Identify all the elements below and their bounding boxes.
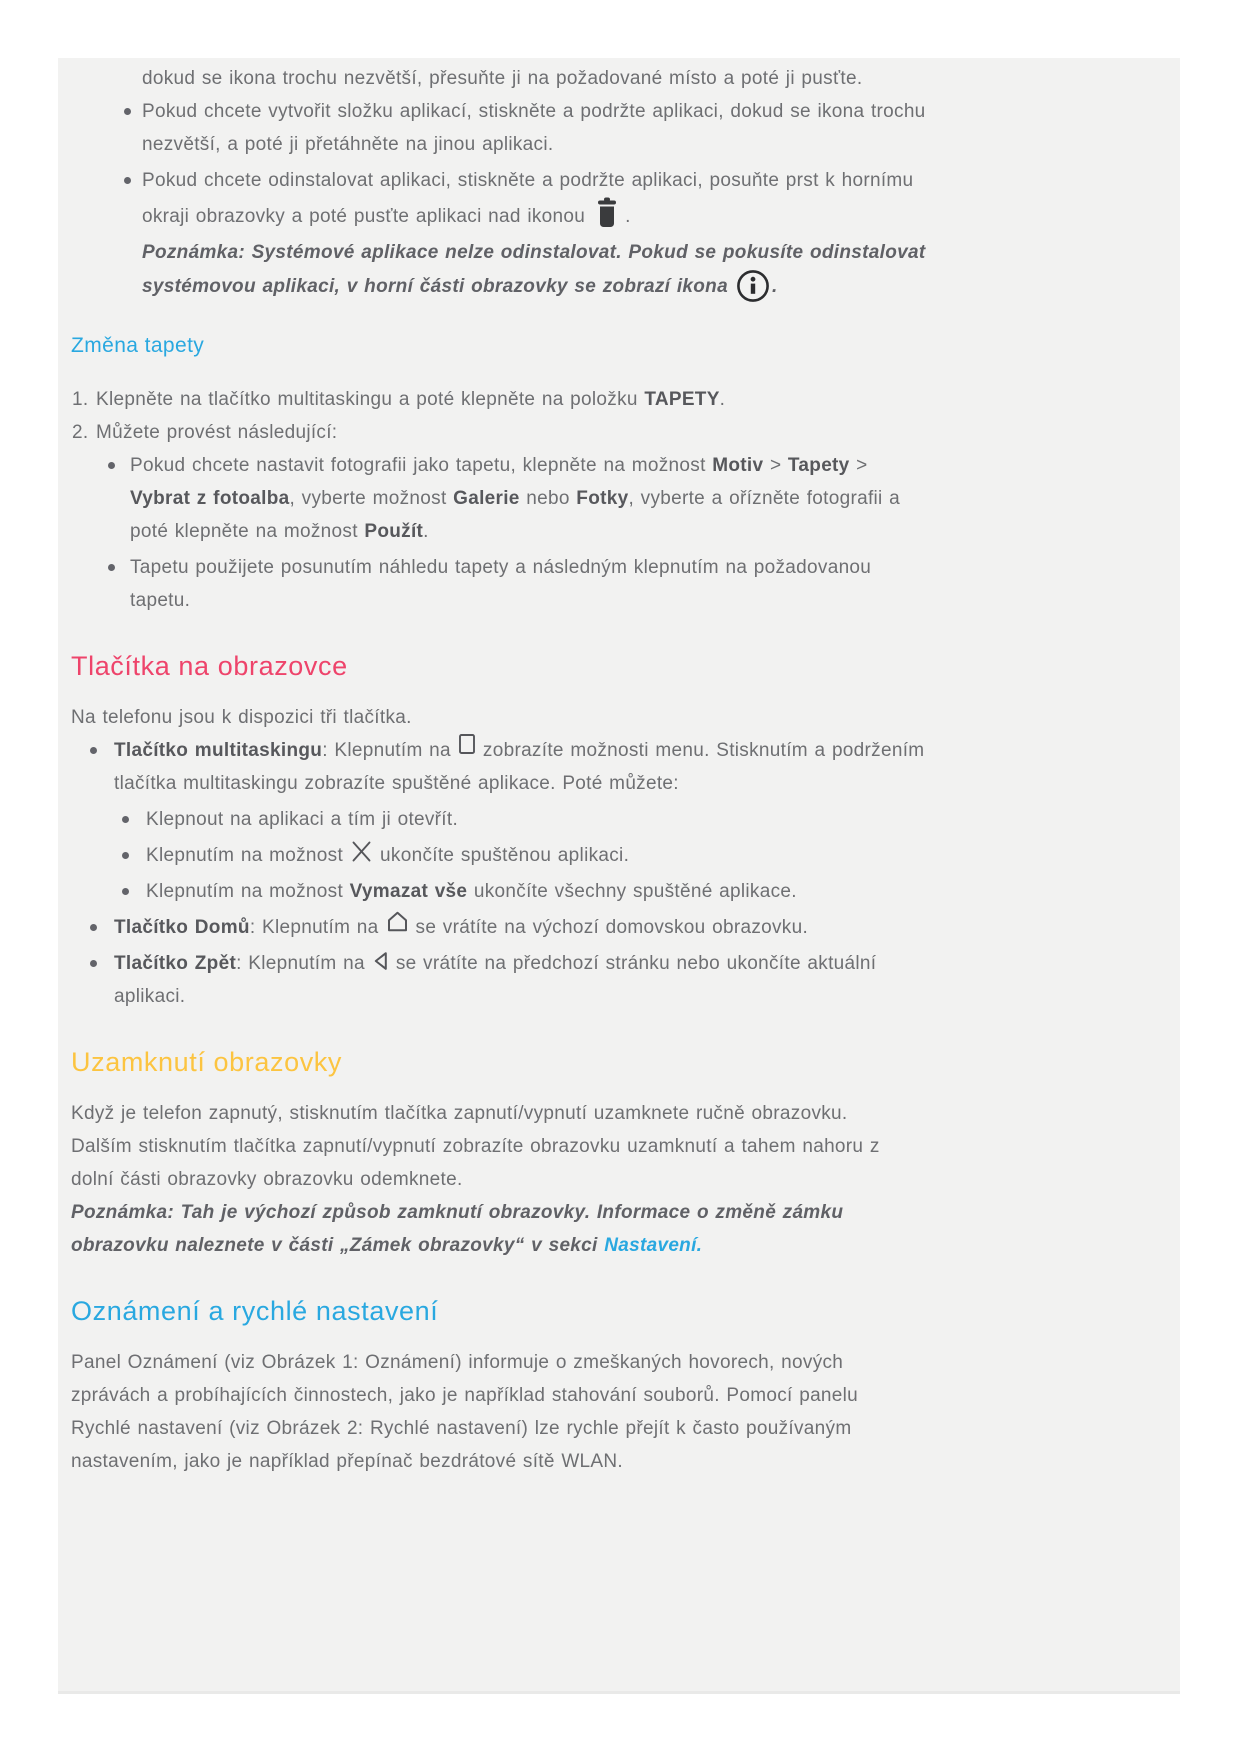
bullet-icon xyxy=(124,108,131,115)
text-line: Tapetu použijete posunutím náhledu tapety a následným klepnutím na požadovanou xyxy=(130,557,872,578)
bullet-icon xyxy=(90,747,97,754)
list-item-back-button xyxy=(71,947,1140,1013)
paragraph: Na telefonu jsou k dispozici tři tlačítka. xyxy=(71,707,412,728)
home-icon xyxy=(387,911,408,932)
settings-link[interactable]: Nastavení xyxy=(604,1235,697,1256)
text-line: obrazovku naleznete v části „Zámek obrazovky“ v sekci Nastavení. xyxy=(71,1235,703,1256)
text-line: aplikaci. xyxy=(114,986,186,1007)
text-line: okraji obrazovky a poté pusťte aplikaci nad ikonou . xyxy=(142,197,1140,233)
text-line: Tlačítko Domů: Klepnutím na se vrátíte na výchozí domovskou obrazovku. xyxy=(114,911,1140,944)
bullet-icon xyxy=(124,177,131,184)
note xyxy=(71,236,1140,303)
list-item-home-button xyxy=(71,911,1140,944)
ordered-item-1 xyxy=(71,383,1140,416)
paragraph xyxy=(71,1097,1140,1196)
list-item xyxy=(71,551,1140,617)
ordered-item-2 xyxy=(71,416,1140,449)
text-line: Pokud chcete odinstalovat aplikaci, stiskněte a podržte aplikaci, posuňte prst k hornímu xyxy=(142,170,914,191)
settings-link-period: . xyxy=(696,1235,703,1256)
list-item xyxy=(71,803,1140,836)
text-line: Klepněte na tlačítko multitaskingu a poté klepněte na položku TAPETY. xyxy=(96,389,726,410)
text-line: tapetu. xyxy=(130,590,191,611)
bullet-icon xyxy=(90,924,97,931)
text-line: Poznámka: Tah je výchozí způsob zamknutí obrazovky. Informace o změně zámku xyxy=(71,1202,844,1223)
text-line: dokud se ikona trochu nezvětší, přesuňte ji na požadované místo a poté ji pusťte. xyxy=(142,68,863,89)
multitask-icon xyxy=(459,734,475,754)
section-heading-screen-lock: Uzamknutí obrazovky xyxy=(71,1047,342,1077)
bullet-icon xyxy=(108,462,115,469)
list-item-multitask-button xyxy=(71,734,1140,800)
list-item xyxy=(71,449,1140,548)
list-item xyxy=(71,875,1140,908)
bullet-icon xyxy=(122,852,129,859)
text-line: Pokud chcete vytvořit složku aplikací, stiskněte a podržte aplikaci, dokud se ikona trochu xyxy=(142,101,926,122)
ordered-list xyxy=(71,383,1140,617)
bullet-icon xyxy=(108,564,115,571)
bullet-icon xyxy=(122,888,129,895)
list-item-continuation xyxy=(71,62,1140,95)
note xyxy=(71,1196,1140,1262)
text-line: Klepnutím na možnost Vymazat vše ukončíte všechny spuštěné aplikace. xyxy=(146,881,797,902)
content-panel xyxy=(58,58,1180,1694)
subsection-heading-change-wallpaper: Změna tapety xyxy=(71,334,205,357)
text-line: Tlačítko Zpět: Klepnutím na se vrátíte na předchozí stránku nebo ukončíte aktuální xyxy=(114,953,877,974)
text-line: Vybrat z fotoalba, vyberte možnost Galerie nebo Fotky, vyberte a ořízněte fotografii a xyxy=(130,488,901,509)
list-number: 2. xyxy=(72,422,89,443)
text-line: tlačítka multitaskingu zobrazíte spuštěné aplikace. Poté můžete: xyxy=(114,773,679,794)
text-line: Klepnutím na možnost ukončíte spuštěnou aplikaci. xyxy=(146,839,1140,872)
text-line: Dalším stisknutím tlačítka zapnutí/vypnutí zobrazíte obrazovku uzamknutí a tahem nahoru z xyxy=(71,1136,880,1157)
text-line: Můžete provést následující: xyxy=(96,422,338,443)
text-line: nezvětší, a poté ji přetáhněte na jinou aplikaci. xyxy=(142,134,554,155)
info-icon xyxy=(736,269,770,303)
bullet-icon xyxy=(90,960,97,967)
bullet-icon xyxy=(122,816,129,823)
section-heading-notifications: Oznámení a rychlé nastavení xyxy=(71,1296,439,1326)
list-number: 1. xyxy=(72,389,89,410)
list-item xyxy=(71,839,1140,872)
text-line: Rychlé nastavení (viz Obrázek 2: Rychlé nastavení) lze rychle přejít k často používaným xyxy=(71,1418,852,1439)
text-line: Tlačítko multitaskingu: Klepnutím na zobrazíte možnosti menu. Stisknutím a podržením xyxy=(114,734,1140,767)
text-line: zprávách a probíhajících činnostech, jako je například stahování souborů. Pomocí panelu xyxy=(71,1385,859,1406)
text-line: poté klepněte na možnost Použít. xyxy=(130,521,429,542)
close-icon xyxy=(351,840,372,863)
text-line: Panel Oznámení (viz Obrázek 1: Oznámení) informuje o zmeškaných hovorech, nových xyxy=(71,1352,844,1373)
back-icon xyxy=(373,951,388,971)
text-line: Pokud chcete nastavit fotografii jako tapetu, klepněte na možnost Motiv > Tapety > xyxy=(130,455,868,476)
text-line: nastavením, jako je například přepínač bezdrátové sítě WLAN. xyxy=(71,1451,623,1472)
trash-icon xyxy=(595,197,619,228)
text-line: dolní části obrazovky obrazovku odemknete. xyxy=(71,1169,463,1190)
text-line: Poznámka: Systémové aplikace nelze odinstalovat. Pokud se pokusíte odinstalovat xyxy=(142,242,926,263)
text-line: systémovou aplikaci, v horní části obrazovky se zobrazí ikona . xyxy=(142,269,1140,303)
text-line: Klepnout na aplikaci a tím ji otevřít. xyxy=(146,809,459,830)
text-line: Když je telefon zapnutý, stisknutím tlačítka zapnutí/vypnutí uzamknete ručně obrazovku. xyxy=(71,1103,848,1124)
list-item xyxy=(71,164,1140,233)
section-heading-screen-buttons: Tlačítka na obrazovce xyxy=(71,651,348,681)
paragraph xyxy=(71,1346,1140,1478)
list-item xyxy=(71,95,1140,161)
